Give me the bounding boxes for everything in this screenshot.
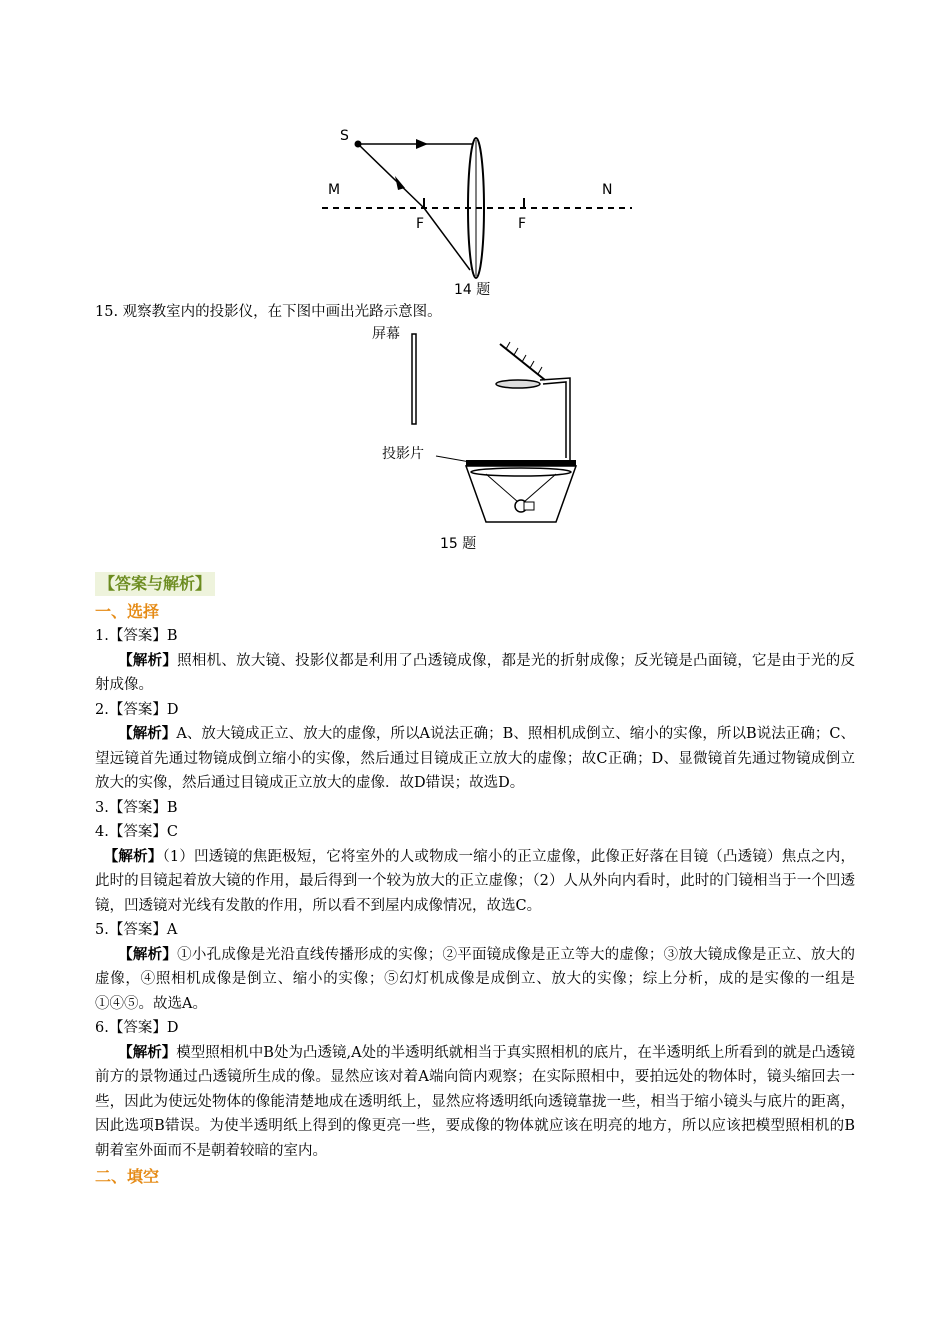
slide [466,460,576,466]
explanation-4: 【解析】（1）凹透镜的焦距极短，它将室外的人或物成一缩小的正立虚像，此像正好落在目镜（凸透镜）焦点之内，此时的目镜起着放大镜的作用，最后得到一个较为放大的正立虚像；（2）人从外向内看时，此时的门镜相当于一个凹透镜，凹透镜对光线有发散的作用，所以看不到屋内成像情况，故选C。 [95,847,855,914]
slide-pointer [436,456,470,462]
projection-lens [496,380,540,388]
label-screen: 屏幕 [372,326,400,342]
label-n: N [602,182,613,198]
arrow-head [416,139,428,149]
answer-1: 1.【答案】B [95,628,178,644]
arrow-head-2 [395,176,405,190]
label-s: S [340,128,349,144]
part-2-title: 二、填空 [95,1167,160,1186]
screen [412,334,416,424]
explanation-2: 【解析】A、放大镜成正立、放大的虚像，所以A说法正确；B、照相机成倒立、缩小的实像，所以B说法正确；C、望远镜首先通过物镜成倒立缩小的实像，然后通过目镜成正立放大的虚像；故C正确；D、显微镜首先通过物镜成倒立放大的实像，然后通过目镜成正立放大的虚像．故D错误；故选D。 [95,725,855,791]
part-1-title: 一、选择 [95,601,160,621]
label-f-right: F [518,216,527,232]
answer-5: 5.【答案】A [95,922,178,938]
figure-15-caption: 15 题 [440,536,477,552]
label-m: M [328,182,341,198]
label-f-left: F [416,216,425,232]
explanation-1: 【解析】照相机、放大镜、投影仪都是利用了凸透镜成像，都是光的折射成像；反光镜是凸面镜，它是由于光的反射成像。 [95,651,856,693]
answer-6: 6.【答案】D [95,1020,179,1036]
ray-continued [424,208,470,270]
answer-3: 3.【答案】B [95,799,178,816]
label-slide: 投影片 [382,446,424,462]
answers-section [95,572,855,1190]
explanation-6: 【解析】模型照相机中B处为凸透镜,A处的半透明纸就相当于真实照相机的底片，在半透明纸上所看到的就是凸透镜前方的景物通过凸透镜所生成的像。显然应该对着A端向筒内观察；在实际照相中，要拍远处的物体时，镜头缩回去一些，因此为使远处物体的像能清楚地成在透明纸上，显然应将透明纸向透镜靠拢一些，相当于缩小镜头与底片的距离，因此选项B错误。为使半透明纸上得到的像更亮一些，要成像的物体就应该在明亮的地方，所以应该把模型照相机的B朝着室外面而不是朝着较暗的室内。 [95,1043,855,1159]
ray-through-focus [358,144,424,208]
answer-4: 4.【答案】C [95,824,178,840]
explanation-5: 【解析】①小孔成像是光沿直线传播形成的实像；②平面镜成像是正立等大的虚像；③放大镜成像是正立、放大的虚像，④照相机成像是倒立、缩小的实像；⑤幻灯机成像是成倒立、放大的实像；综上分析，成的是实像的一组是①④⑤。故选A。 [95,945,856,1012]
answer-2: 2.【答案】D [95,701,179,718]
condenser-lens [471,468,571,476]
question-15: 15. 观察教室内的投影仪，在下图中画出光路示意图。 [95,304,442,320]
figure-15-projector-diagram [360,322,590,554]
figure-14-lens-diagram [300,120,640,300]
figure-14-caption: 14 题 [454,282,491,298]
answers-title: 【答案与解析】 [95,572,215,596]
